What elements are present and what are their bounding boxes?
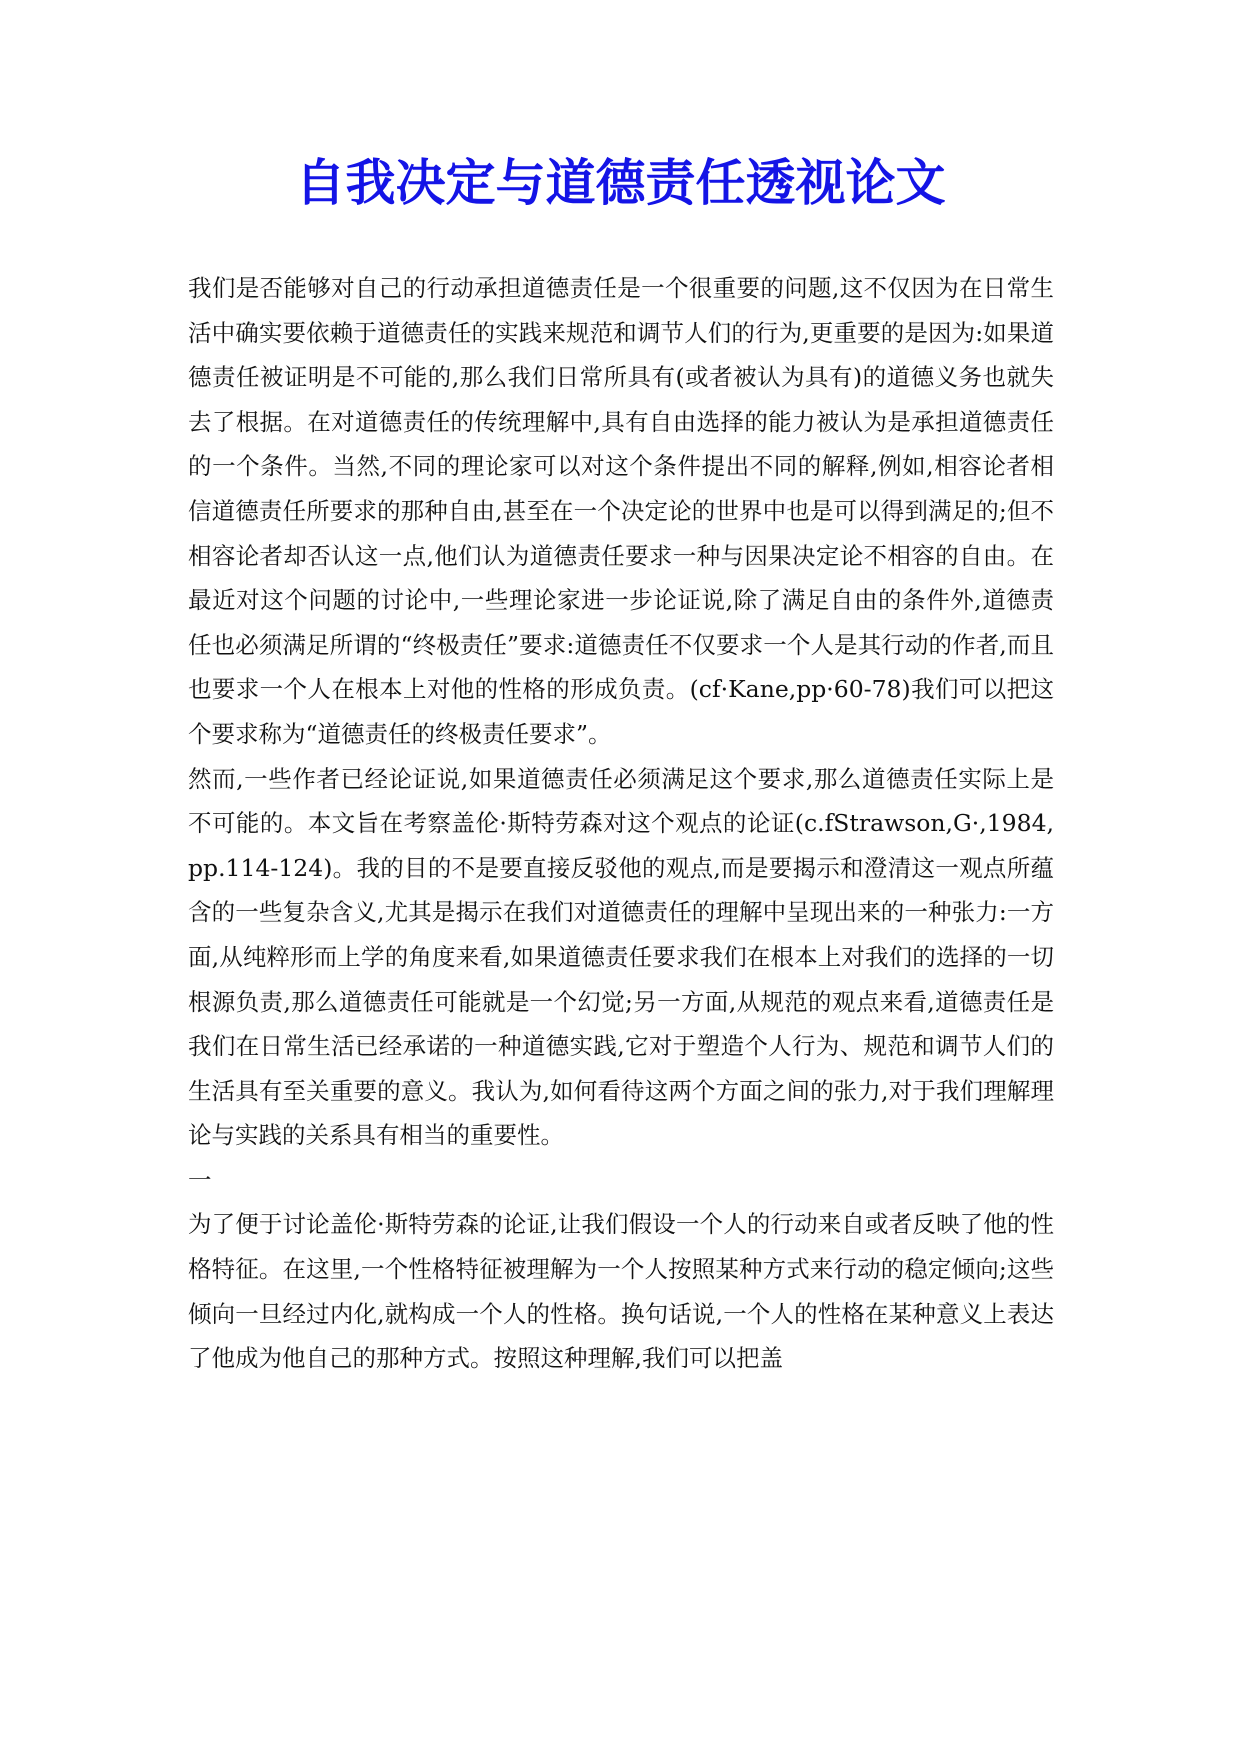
paragraph-1: 我们是否能够对自己的行动承担道德责任是一个很重要的问题,这不仅因为在日常生活中确实要依赖于道德责任的实践来规范和调节人们的行为,更重要的是因为:如果道德责任被证明是不可能的,那么我们日常所具有(或者被认为具有)的道德义务也就失去了根据。在对道德责任的传统理解中,具有自由选择的能力被认为是承担道德责任的一个条件。当然,不同的理论家可以对这个条件提出不同的解释,例如,相容论者相信道德责任所要求的那种自由,甚至在一个决定论的世界中也是可以得到满足的;但不相容论者却否认这一点,他们认为道德责任要求一种与因果决定论不相容的自由。在最近对这个问题的讨论中,一些理论家进一步论证说,除了满足自由的条件外,道德责任也必须满足所谓的“终极责任”要求:道德责任不仅要求一个人是其行动的作者,而且也要求一个人在根本上对他的性格的形成负责。(cf·Kane,pp·60-78)我们可以把这个要求称为“道德责任的终极责任要求”。	[188, 274, 1054, 748]
paragraph-3: 为了便于讨论盖伦·斯特劳森的论证,让我们假设一个人的行动来自或者反映了他的性格特征。在这里,一个性格特征被理解为一个人按照某种方式来行动的稳定倾向;这些倾向一旦经过内化,就构成一个人的性格。换句话说,一个人的性格在某种意义上表达了他成为他自己的那种方式。按照这种理解,我们可以把盖	[188, 1210, 1054, 1373]
document-body	[188, 266, 1054, 1381]
document-title: 自我决定与道德责任透视论文	[295, 154, 946, 212]
section-marker: 一	[188, 1165, 212, 1194]
paragraph-2: 然而,一些作者已经论证说,如果道德责任必须满足这个要求,那么道德责任实际上是不可能的。本文旨在考察盖伦·斯特劳森对这个观点的论证(c.fStrawson,G·,1984,pp.114-124)。我的目的不是要直接反驳他的观点,而是要揭示和澄清这一观点所蕴含的一些复杂含义,尤其是揭示在我们对道德责任的理解中呈现出来的一种张力:一方面,从纯粹形而上学的角度来看,如果道德责任要求我们在根本上对我们的选择的一切根源负责,那么道德责任可能就是一个幻觉;另一方面,从规范的观点来看,道德责任是我们在日常生活已经承诺的一种道德实践,它对于塑造个人行为、规范和调节人们的生活具有至关重要的意义。我认为,如何看待这两个方面之间的张力,对于我们理解理论与实践的关系具有相当的重要性。	[188, 764, 1054, 1150]
